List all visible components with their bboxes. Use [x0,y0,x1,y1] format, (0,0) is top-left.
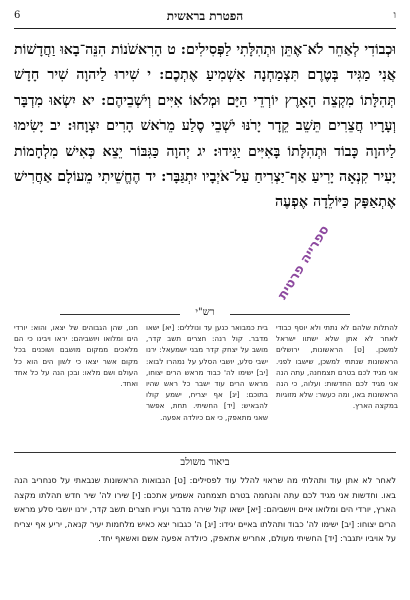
rashi-text-right: להתלות שלהם לא נתתי ולא יוסף כבודי לאחר לא אתן שלא ישתוו ישראל למשכן. [ט] הראשונות, ירושלים הראשונות שנתתי למשכן, שישבו לפני. אני מגיד לכם בטרם תצמחנה, עתה הנה אני מגיד לכם החדשות: ועלוה, כי הנה הראשונות באו, ומה כעשר: שלא מזוגיות במקצה הארץ. [276,323,398,411]
rashi-text-middle: בית כמבואר כנען עד ונוללים: [יא] ישאו מדבר. קול רנה: חצרים תשב קדר, מושב על יצחק קדר מבני ישמעאל: ירנו ישבי סלע, יושבי הסלע על נמהרו לבוא: [יב] ישימו לה' כבוד מראש הרים יצוחו, מראש הרים עוד ישבר כל ראש שהיו בתוכם: [יג] אף יצריח, ישמע קולו להבאיש: [יד] החשיתי. תחת, אפשר שאני מתאפק, כי אם כיולדה אפעה. [146,323,268,422]
library-stamp: ספרייה פרטית [275,222,333,303]
biur-heading: ביאור משולב [180,457,230,468]
rashi-heading [0,307,410,318]
main-paragraph: וּכְבוֹדִי לְאַחֵר לֹא־אֶתֵּן וּתְהִלָּתִי לַפְּסִילִים: ט הָרִאשֹׁנוֹת הִנֵּה־בָאוּ וַחֲדָשׁוֹת אֲנִי מַגִּיד בְּטֶרֶם תִּצְמַחְנָה אַשְׁמִיעַ אֶתְכֶם: י שִׁירוּ לַיהוָה שִׁיר חָדָשׁ תְּהִלָּתוֹ מִקְצֵה הָאָרֶץ יוֹרְדֵי הַיָּם וּמְלֹאוֹ אִיִּים וְיֹשְׁבֵיהֶם: יא יִשְׂאוּ מִדְבָּר וְעָרָיו חֲצֵרִים תֵּשֵׁב קֵדָר יָרֹנּוּ יֹשְׁבֵי סֶלַע מֵרֹאשׁ הָרִים יִצְוָחוּ: יב יָשִׂימוּ לַיהוָה כָּבוֹד וּתְהִלָּתוֹ בָּאִיִּים יַגִּידוּ: יג יְהוָה כַּגִּבּוֹר יֵצֵא כְּאִישׁ מִלְחָמוֹת יָעִיר קִנְאָה יָרִיעַ אַף־יַצְרִיחַ עַל־אֹיְבָיו יִתְגַּבָּר: יד הֶחֱשֵׁיתִי מֵעוֹלָם אַחֲרִישׁ אֶתְאַפָּק כַּיּוֹלֵדָה אֶפְעֶה [14,42,396,211]
rashi-column-right [276,322,398,444]
biur-section [14,452,396,593]
main-text [14,38,396,294]
rashi-column-middle [146,322,268,444]
rashi-text-left: חנו, שהן הגבוהים של יצאו, והוא: יורדי הים ומלואו ויושביהם: יראו ויבינו כי הם מלאכים ממקום מושבם ושוכנים בכל מקום אשר יצאו כי לשון הים הוא כל העולם ושם מלאו: ובכן הנה על כל אחד ואחד. [14,323,138,389]
biur-paragraph: לאחר לא אתן עוד ותהלתי מה שראוי להלל עוד לפסילים: [ט] הנבואות הראשונות שנבאתי על סנחריב הנה באו. וחדשות אני מגיד לכם עתה והנחמה בטרם תצמחנה אשמיע אתכם: [י] שירו לה' שיר חדש תהלתו מקצה הארץ, יורדי הים ומלואו איים ויושביהם: [יא] ישאו קול שירה מדבר ועריו חצרים תשב קדר, ירנו יושבי סלע מראש הרים יצוחו: [יב] ישימו לה' כבוד ותהלתו באיים יגידו: [יג] ה' כגבור יצא כאיש מלחמות יעיר קנאה, יריע אף יצריח על אויביו יתגבר: [יד] החשיתי מעולם, אחריש אתאפק, כיולדה אפעה אשם ואשאף יחד. [14,475,396,544]
page-header [14,6,396,29]
biur-body [14,473,396,593]
rashi-column-left [14,322,138,444]
rashi-heading-text: רש"י [195,307,215,318]
page-title: הפטרת בראשית [166,9,244,23]
page-number: 6 [14,10,21,21]
page-number-hebrew: ו [393,10,396,21]
